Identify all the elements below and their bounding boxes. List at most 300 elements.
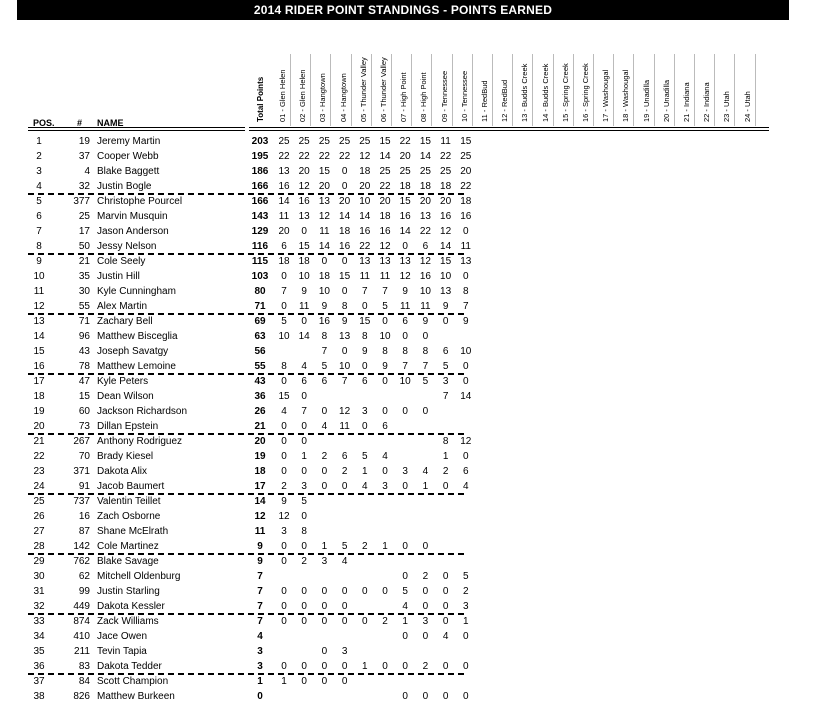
round-points-cell: 15 <box>339 271 351 282</box>
round-header-label: 12 - RedBud <box>500 79 510 122</box>
round-points-cell: 9 <box>463 316 469 327</box>
round-points-cell: 0 <box>321 616 328 627</box>
round-points-cell: 20 <box>278 226 290 237</box>
round-header-label: 24 - Utah <box>742 91 752 122</box>
round-points-cell: 1 <box>382 541 388 552</box>
rider-name-cell: Cole Martinez <box>97 541 159 552</box>
round-points-cell: 13 <box>339 331 351 342</box>
round-points-cell: 15 <box>440 256 452 267</box>
round-header-label: 03 - Hangtown <box>318 73 328 122</box>
round-points-cell: 0 <box>301 226 307 237</box>
round-points-cell: 5 <box>382 301 388 312</box>
round-points-cell: 25 <box>359 136 371 147</box>
round-points-cell: 0 <box>422 601 429 612</box>
round-points-cell: 22 <box>278 151 290 162</box>
round-header-label: 06 - Thunder Valley <box>379 57 388 122</box>
round-header-label: 08 - High Point <box>419 72 429 122</box>
round-points-cell: 22 <box>298 151 310 162</box>
round-points-cell: 13 <box>379 256 391 267</box>
round-points-cell: 0 <box>463 376 469 387</box>
round-header <box>742 91 752 123</box>
round-points-cell: 18 <box>318 271 330 282</box>
rider-number-cell: 19 <box>78 136 90 147</box>
column-divider <box>431 54 432 126</box>
position-cell: 33 <box>33 616 45 627</box>
total-points-cell: 4 <box>257 631 263 642</box>
round-points-cell: 20 <box>359 181 371 192</box>
rider-number-cell: 70 <box>78 451 90 462</box>
round-points-cell: 0 <box>402 331 408 342</box>
round-points-cell: 0 <box>281 466 287 477</box>
round-header-label: 04 - Hangtown <box>338 73 348 122</box>
column-divider <box>573 54 574 126</box>
round-points-cell: 22 <box>318 151 330 162</box>
round-points-cell: 4 <box>341 556 348 567</box>
round-points-cell: 4 <box>301 361 307 372</box>
rider-number-cell: 83 <box>78 661 90 672</box>
round-points-cell: 12 <box>359 151 371 162</box>
table-row <box>0 539 813 554</box>
rider-name-cell: Joseph Savatgy <box>97 346 169 357</box>
round-points-cell: 2 <box>422 571 429 582</box>
table-row <box>0 314 813 329</box>
column-divider <box>391 54 392 126</box>
round-points-cell: 10 <box>399 376 411 387</box>
table-row <box>0 509 813 524</box>
round-header <box>560 63 570 123</box>
rider-number-cell: 267 <box>73 436 90 447</box>
rider-name-cell: Shane McElrath <box>97 526 169 537</box>
round-header <box>480 80 489 123</box>
round-points-cell: 0 <box>321 481 328 492</box>
round-header <box>379 57 388 123</box>
rider-name-cell: Jackson Richardson <box>97 406 188 417</box>
rider-name-cell: Jessy Nelson <box>97 241 157 252</box>
round-points-cell: 0 <box>321 256 328 267</box>
round-points-cell: 20 <box>419 196 431 207</box>
rider-name-cell: Matthew Bisceglia <box>97 331 178 342</box>
table-row <box>0 254 813 269</box>
total-points-cell: 3 <box>257 646 263 657</box>
round-points-cell: 6 <box>301 376 307 387</box>
round-points-cell: 9 <box>321 301 328 312</box>
table-row <box>0 224 813 239</box>
total-points-cell: 56 <box>254 346 266 357</box>
round-points-cell: 18 <box>399 181 411 192</box>
round-points-cell: 15 <box>318 166 330 177</box>
round-points-cell: 1 <box>402 616 408 627</box>
position-cell: 11 <box>33 286 45 297</box>
round-points-cell: 0 <box>321 676 328 687</box>
header-name: NAME <box>97 118 124 128</box>
round-points-cell: 9 <box>382 361 388 372</box>
round-points-cell: 12 <box>318 211 330 222</box>
column-divider <box>512 54 513 126</box>
round-points-cell: 3 <box>341 646 348 657</box>
table-row <box>0 434 813 449</box>
round-points-cell: 15 <box>460 136 472 147</box>
round-header <box>581 63 590 123</box>
round-header-label: 17 - Washougal <box>601 69 611 122</box>
round-points-cell: 14 <box>460 391 472 402</box>
round-points-cell: 0 <box>321 601 328 612</box>
total-points-cell: 55 <box>254 361 266 372</box>
rider-number-cell: 4 <box>84 166 90 177</box>
rider-number-cell: 737 <box>73 496 90 507</box>
round-points-cell: 0 <box>442 616 449 627</box>
rider-number-cell: 377 <box>73 196 90 207</box>
table-row <box>0 404 813 419</box>
round-points-cell: 5 <box>281 316 287 327</box>
rider-name-cell: Dakota Alix <box>97 466 148 477</box>
table-row <box>0 179 813 194</box>
column-divider <box>593 54 594 126</box>
total-points-cell: 7 <box>257 601 263 612</box>
round-points-cell: 20 <box>440 196 452 207</box>
round-points-cell: 7 <box>442 391 449 402</box>
round-points-cell: 18 <box>298 256 310 267</box>
rider-name-cell: Kyle Cunningham <box>97 286 176 297</box>
round-points-cell: 16 <box>278 181 290 192</box>
header-underline-name <box>97 127 245 131</box>
total-points-cell: 80 <box>254 286 266 297</box>
position-cell: 19 <box>33 406 45 417</box>
round-points-cell: 0 <box>341 181 348 192</box>
round-points-cell: 3 <box>422 616 429 627</box>
round-points-cell: 18 <box>419 181 431 192</box>
round-points-cell: 0 <box>422 541 429 552</box>
round-points-cell: 0 <box>281 436 287 447</box>
round-header-label: 15 - Spring Creek <box>560 63 570 122</box>
round-points-cell: 9 <box>422 316 429 327</box>
total-points-cell: 103 <box>251 271 269 282</box>
round-header <box>621 69 631 123</box>
round-points-cell: 1 <box>281 676 287 687</box>
rider-name-cell: Jason Anderson <box>97 226 169 237</box>
round-header <box>661 79 671 123</box>
rider-name-cell: Scott Champion <box>97 676 169 687</box>
rider-name-cell: Alex Martin <box>97 301 148 312</box>
rider-name-cell: Zach Osborne <box>97 511 161 522</box>
round-points-cell: 6 <box>422 241 429 252</box>
round-points-cell: 8 <box>463 286 469 297</box>
rider-number-cell: 50 <box>78 241 90 252</box>
position-cell: 36 <box>33 661 45 672</box>
round-points-cell: 0 <box>281 301 287 312</box>
round-points-cell: 14 <box>440 241 452 252</box>
round-points-cell: 12 <box>339 406 351 417</box>
round-points-cell: 15 <box>379 136 391 147</box>
round-points-cell: 0 <box>281 661 287 672</box>
table-row <box>0 329 813 344</box>
position-cell: 15 <box>33 346 45 357</box>
round-points-cell: 0 <box>442 691 449 702</box>
round-points-cell: 4 <box>321 421 328 432</box>
round-points-cell: 4 <box>362 481 368 492</box>
round-points-cell: 8 <box>341 301 348 312</box>
round-points-cell: 4 <box>281 406 287 417</box>
position-cell: 23 <box>33 466 45 477</box>
round-points-cell: 7 <box>301 406 307 417</box>
round-header <box>641 79 651 123</box>
column-divider <box>310 54 311 126</box>
column-divider <box>532 54 533 126</box>
round-points-cell: 15 <box>419 136 431 147</box>
round-points-cell: 0 <box>321 661 328 672</box>
column-divider <box>633 54 634 126</box>
round-points-cell: 0 <box>281 271 287 282</box>
round-points-cell: 10 <box>318 286 330 297</box>
table-row <box>0 284 813 299</box>
round-points-cell: 1 <box>463 616 469 627</box>
round-points-cell: 13 <box>318 196 330 207</box>
rider-number-cell: 142 <box>73 541 90 552</box>
position-cell: 38 <box>33 691 45 702</box>
round-points-cell: 0 <box>281 556 287 567</box>
round-points-cell: 0 <box>301 436 307 447</box>
rider-name-cell: Zachary Bell <box>97 316 153 327</box>
table-row <box>0 344 813 359</box>
position-cell: 28 <box>33 541 45 552</box>
round-points-cell: 0 <box>402 571 408 582</box>
total-points-cell: 14 <box>254 496 266 507</box>
total-points-cell: 166 <box>251 196 269 207</box>
rider-number-cell: 211 <box>74 646 90 657</box>
column-divider <box>734 54 735 126</box>
round-points-cell: 0 <box>341 616 348 627</box>
round-points-cell: 22 <box>359 241 371 252</box>
round-points-cell: 1 <box>301 451 307 462</box>
table-row <box>0 689 813 704</box>
round-points-cell: 12 <box>440 226 452 237</box>
round-points-cell: 2 <box>442 466 449 477</box>
round-header-label: 21 - Indiana <box>682 82 691 122</box>
round-points-cell: 15 <box>359 316 371 327</box>
rider-number-cell: 449 <box>73 601 90 612</box>
round-points-cell: 20 <box>339 196 351 207</box>
round-points-cell: 0 <box>463 451 469 462</box>
table-row <box>0 374 813 389</box>
round-points-cell: 2 <box>301 556 307 567</box>
round-points-cell: 25 <box>419 166 431 177</box>
round-points-cell: 0 <box>463 661 469 672</box>
table-row <box>0 599 813 614</box>
total-points-cell: 116 <box>251 241 269 252</box>
column-divider <box>330 54 331 126</box>
round-points-cell: 9 <box>402 286 408 297</box>
round-points-cell: 4 <box>422 466 429 477</box>
position-cell: 30 <box>33 571 45 582</box>
round-points-cell: 4 <box>382 451 388 462</box>
table-row <box>0 389 813 404</box>
round-points-cell: 0 <box>362 421 368 432</box>
round-points-cell: 2 <box>362 541 368 552</box>
round-header-label: 02 - Glen Helen <box>298 69 308 122</box>
position-cell: 35 <box>33 646 45 657</box>
round-points-cell: 0 <box>321 466 328 477</box>
total-points-cell: 71 <box>254 301 266 312</box>
round-points-cell: 0 <box>382 661 388 672</box>
header-pos: POS. <box>33 118 55 128</box>
rider-number-cell: 62 <box>78 571 90 582</box>
round-points-cell: 0 <box>422 406 429 417</box>
round-points-cell: 25 <box>440 166 452 177</box>
round-points-cell: 25 <box>278 136 290 147</box>
round-points-cell: 0 <box>281 421 287 432</box>
round-points-cell: 10 <box>339 361 351 372</box>
round-points-cell: 5 <box>422 376 429 387</box>
round-points-cell: 0 <box>301 316 307 327</box>
rider-name-cell: Brady Kiesel <box>97 451 154 462</box>
round-points-cell: 6 <box>341 451 348 462</box>
round-points-cell: 0 <box>341 676 348 687</box>
round-points-cell: 7 <box>422 361 429 372</box>
round-points-cell: 0 <box>382 586 388 597</box>
rider-number-cell: 17 <box>78 226 90 237</box>
round-points-cell: 13 <box>460 256 472 267</box>
header-underline-points <box>249 127 769 131</box>
rider-name-cell: Dean Wilson <box>97 391 154 402</box>
table-row <box>0 629 813 644</box>
round-points-cell: 2 <box>463 586 469 597</box>
round-points-cell: 3 <box>321 556 328 567</box>
rider-number-cell: 47 <box>78 376 90 387</box>
rider-name-cell: Dakota Tedder <box>97 661 162 672</box>
round-points-cell: 0 <box>301 676 307 687</box>
round-points-cell: 8 <box>281 361 287 372</box>
round-header-label: 09 - Tennessee <box>439 70 449 122</box>
rider-name-cell: Anthony Rodriguez <box>97 436 183 447</box>
round-points-cell: 12 <box>399 271 411 282</box>
column-divider <box>553 54 554 126</box>
total-points-cell: 129 <box>251 226 269 237</box>
total-points-cell: 203 <box>251 136 269 147</box>
round-points-cell: 0 <box>382 466 388 477</box>
position-cell: 26 <box>33 511 45 522</box>
position-cell: 5 <box>36 196 42 207</box>
column-divider <box>371 54 372 126</box>
round-points-cell: 2 <box>382 616 388 627</box>
table-row <box>0 239 813 254</box>
round-points-cell: 12 <box>278 511 290 522</box>
position-cell: 2 <box>36 151 42 162</box>
rider-number-cell: 55 <box>78 301 90 312</box>
round-points-cell: 0 <box>301 616 307 627</box>
round-points-cell: 0 <box>463 631 469 642</box>
round-points-cell: 7 <box>362 286 368 297</box>
round-points-cell: 16 <box>298 196 310 207</box>
rider-name-cell: Cole Seely <box>97 256 146 267</box>
table-row <box>0 419 813 434</box>
round-header-label: 13 - Budds Creek <box>520 63 530 122</box>
position-cell: 1 <box>36 136 42 147</box>
total-points-cell: 19 <box>254 451 266 462</box>
round-points-cell: 0 <box>422 691 429 702</box>
round-points-cell: 0 <box>321 406 328 417</box>
round-points-cell: 0 <box>402 691 408 702</box>
total-points-cell: 143 <box>251 211 269 222</box>
rider-name-cell: Zack Williams <box>97 616 159 627</box>
round-points-cell: 8 <box>422 346 429 357</box>
table-row <box>0 569 813 584</box>
position-cell: 4 <box>36 181 42 192</box>
position-cell: 9 <box>36 256 42 267</box>
round-points-cell: 1 <box>362 466 368 477</box>
position-cell: 29 <box>33 556 45 567</box>
rider-name-cell: Christophe Pourcel <box>97 196 183 207</box>
round-points-cell: 11 <box>440 136 451 147</box>
rider-number-cell: 25 <box>78 211 90 222</box>
total-points-cell: 195 <box>251 151 269 162</box>
rider-name-cell: Jacob Baumert <box>97 481 165 492</box>
column-divider <box>492 54 493 126</box>
round-points-cell: 8 <box>382 346 388 357</box>
round-points-cell: 5 <box>362 451 368 462</box>
total-points-cell: 17 <box>254 481 266 492</box>
round-points-cell: 0 <box>422 331 429 342</box>
round-header-label: 20 - Unadilla <box>661 79 671 122</box>
rider-number-cell: 410 <box>73 631 90 642</box>
round-points-cell: 11 <box>359 271 370 282</box>
round-points-cell: 9 <box>362 346 368 357</box>
table-row <box>0 164 813 179</box>
rider-number-cell: 78 <box>78 361 90 372</box>
round-points-cell: 22 <box>399 136 411 147</box>
round-points-cell: 0 <box>301 586 307 597</box>
round-header <box>399 72 409 123</box>
round-points-cell: 7 <box>281 286 287 297</box>
round-header <box>601 69 611 123</box>
table-row <box>0 674 813 689</box>
round-points-cell: 11 <box>278 211 290 222</box>
round-header <box>722 91 732 123</box>
round-points-cell: 3 <box>402 466 408 477</box>
round-points-cell: 0 <box>281 451 287 462</box>
table-row <box>0 614 813 629</box>
rider-number-cell: 96 <box>78 331 90 342</box>
rider-number-cell: 30 <box>78 286 90 297</box>
round-points-cell: 10 <box>379 331 391 342</box>
round-points-cell: 0 <box>442 316 449 327</box>
column-divider <box>472 54 473 126</box>
column-divider <box>674 54 675 126</box>
round-points-cell: 4 <box>402 601 408 612</box>
round-points-cell: 5 <box>321 361 328 372</box>
rider-number-cell: 71 <box>78 316 90 327</box>
rider-name-cell: Kyle Peters <box>97 376 149 387</box>
round-points-cell: 0 <box>463 361 469 372</box>
round-points-cell: 0 <box>362 301 368 312</box>
round-header-label: 05 - Thunder Valley <box>358 57 368 122</box>
round-points-cell: 13 <box>399 256 411 267</box>
round-points-cell: 0 <box>281 616 287 627</box>
round-points-cell: 10 <box>440 271 452 282</box>
round-points-cell: 3 <box>362 406 368 417</box>
table-row <box>0 554 813 569</box>
round-points-cell: 12 <box>298 181 310 192</box>
table-row <box>0 299 813 314</box>
round-points-cell: 20 <box>318 181 330 192</box>
rider-name-cell: Cooper Webb <box>97 151 159 162</box>
round-points-cell: 0 <box>422 631 429 642</box>
round-points-cell: 1 <box>362 661 368 672</box>
round-points-cell: 20 <box>379 196 391 207</box>
total-points-cell: 69 <box>254 316 266 327</box>
round-points-cell: 22 <box>460 181 472 192</box>
round-header <box>338 73 348 123</box>
rider-name-cell: Marvin Musquin <box>97 211 168 222</box>
table-row <box>0 479 813 494</box>
